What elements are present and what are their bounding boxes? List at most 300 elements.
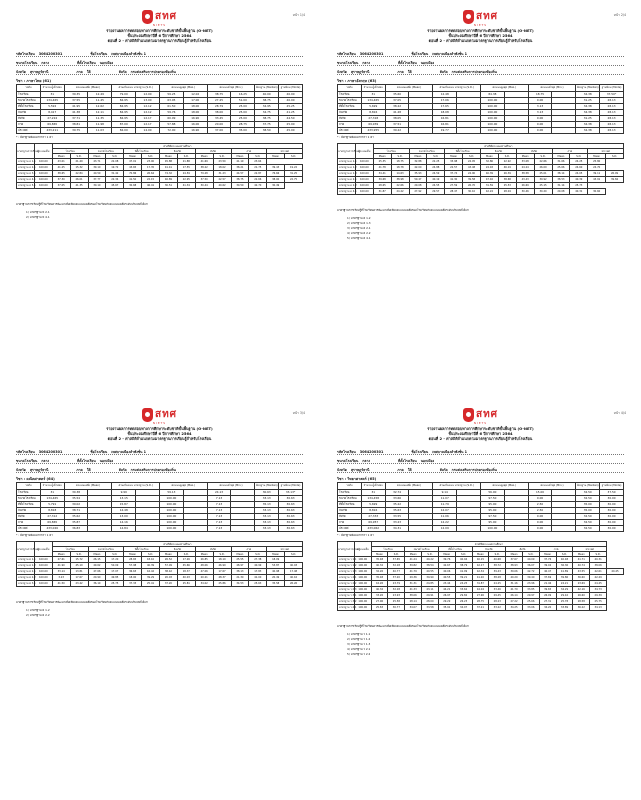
standards-cell: 33.08 [516, 159, 534, 165]
stat-mean-header: Mean [195, 552, 213, 557]
summary-cell: 28.75 [231, 121, 255, 127]
improvement-index: 1) [26, 607, 30, 612]
info-label: จังหวัด [16, 70, 26, 75]
standards-cell: 21.75 [249, 165, 267, 171]
info-row [337, 456, 624, 464]
standards-cell: 32.88 [409, 159, 427, 165]
summary-header-mode: ฐานนิยม (Mode) [600, 482, 624, 489]
standards-cell: 25.15 [534, 183, 552, 189]
summary-cell: 12.02 [183, 91, 207, 97]
improvement-note: มาตรฐานการเรียนรู้ที่โรงเรียนควรพัฒนาเมื่อเทียบคะแนนเฉลี่ยของโรงเรียนกับคะแนนเฉลี่ยระดับประเทศได้แก่ [337, 624, 469, 629]
standards-cell: 22.15 [142, 177, 160, 183]
standards-cell: 31.14 [552, 183, 570, 189]
standards-header-std: มาตรฐานการเรียนรู้ [17, 542, 35, 557]
summary-level-label: ประเทศ [17, 127, 41, 133]
summary-cell: 97.50 [480, 513, 504, 519]
summary-cell: 79.00 [112, 91, 136, 97]
niets-logo [337, 408, 624, 425]
summary-cell: 12.12 [136, 109, 160, 115]
standards-cell: 38.72 [489, 563, 506, 569]
summary-cell: 11.79 [433, 501, 457, 507]
standards-cell: 25.73 [570, 183, 588, 189]
standard-label: มาตรฐาน ว 1.1 [339, 558, 357, 562]
summary-level-label: ขนาดโรงเรียน [17, 495, 41, 501]
stat-mean-header: Mean [267, 154, 285, 159]
stat-mean-header: Mean [52, 552, 70, 557]
summary-cell: 12.07 [433, 507, 457, 513]
report-title3: ตอนที่ 2 - ค่าสถิติจำแนกตามมาตรฐานการเรียนรู้สำหรับโรงเรียน [107, 39, 212, 44]
improvement-index: 1) [347, 631, 351, 636]
summary-level-label: ขนาดโรงเรียน [338, 495, 362, 501]
standards-cell: 21.49 [70, 159, 88, 165]
summary-cell: 16.00 [183, 121, 207, 127]
summary-cell: 14.48 [112, 507, 136, 513]
standards-cell: 38.58 [516, 171, 534, 177]
summary-header-sd: ส่วนเบี่ยงเบน มาตรฐาน (S.D.) [112, 482, 160, 489]
standards-cell: 43.48 [463, 165, 481, 171]
standards-cell: 30.10 [463, 189, 481, 195]
stat-mean-header: Mean [160, 154, 178, 159]
standards-cell: 30.20 [534, 189, 552, 195]
stat-mean-header: Mean [124, 552, 142, 557]
summary-cell: 34.38 [576, 91, 600, 97]
standards-cell: 39.92 [534, 177, 552, 183]
standards-cell: 40.74 [573, 563, 590, 569]
standards-cell: 38.28 [489, 575, 506, 581]
summary-cell: 28.13 [600, 97, 624, 103]
summary-cell: 30.63 [279, 513, 303, 519]
standards-cell: 40.47 [539, 569, 556, 575]
standards-cell: 31.66 [552, 159, 570, 165]
standards-cell: 40.31 [590, 557, 607, 563]
standards-cell: 15.32 [70, 165, 88, 171]
standards-cell: 24.21 [556, 581, 573, 587]
standards-cell: 21.30 [231, 575, 249, 581]
stat-sd-header: S.D. [106, 552, 124, 557]
summary-cell: 433,062 [361, 525, 385, 531]
standard-label: มาตรฐาน ท 2.1 [18, 166, 36, 170]
info-label: สังกัด [118, 468, 127, 473]
improvement-index: 2) [26, 612, 30, 617]
stat-sd-header: S.D. [213, 552, 231, 557]
summary-cell: 84.95 [112, 109, 136, 115]
standards-cell: 36.19 [88, 581, 106, 587]
stat-sd-header: S.D. [570, 154, 588, 159]
standards-cell: 21.88 [177, 159, 195, 165]
summary-cell: 0.00 [528, 121, 552, 127]
standards-cell: 42.72 [522, 569, 539, 575]
standards-cell: 26.69 [516, 183, 534, 189]
info-label: สังกัด [439, 70, 448, 75]
standards-cell: 79.28 [195, 171, 213, 177]
standards-cell: 49.62 [88, 563, 106, 569]
info-row [16, 58, 303, 66]
summary-cell: 84.95 [112, 115, 136, 121]
summary-header-sd: ส่วนเบี่ยงเบน มาตรฐาน (S.D.) [433, 482, 481, 489]
standards-cell: 24.22 [391, 189, 409, 195]
summary-cell: 30.63 [279, 507, 303, 513]
summary-header-mean: คะแนนเฉลี่ย (Mean) [385, 84, 433, 91]
standards-group-nation: ประเทศ [267, 149, 303, 154]
standards-table [16, 541, 303, 587]
standards-cell: 24.25 [489, 581, 506, 587]
standards-cell: 44.21 [438, 587, 455, 593]
standards-cell: 17.67 [213, 569, 231, 575]
standard-label: มาตรฐาน ค 1.1 [18, 558, 36, 562]
summary-cell: 30.63 [279, 495, 303, 501]
standards-group-school: โรงเรียน [52, 547, 88, 552]
info-value: กรมส่งเสริมการปกครองท้องถิ่น [130, 70, 176, 75]
summary-cell: 0.00 [528, 115, 552, 121]
standards-cell: 26.01 [70, 177, 88, 183]
standards-cell: 49.85 [106, 575, 124, 581]
standards-header-stat: ค่าสถิติคะแนนสถานศึกษา [52, 144, 302, 149]
standards-cell: 42.61 [590, 569, 607, 575]
summary-cell: 7.13 [207, 495, 231, 501]
summary-cell: 12.48 [433, 91, 457, 97]
summary-cell [409, 127, 433, 133]
standards-cell: 34.20 [539, 605, 556, 611]
summary-cell: 30.38 [64, 489, 88, 495]
summary-level-label: ที่ตั้งโรงเรียน [17, 103, 41, 109]
summary-level-label: โรงเรียน [338, 489, 362, 495]
standards-row [338, 605, 624, 611]
report-title2: ชั้นประถมศึกษาปีที่ 6 ปีการศึกษา 2564 [127, 432, 192, 437]
standards-cell: 25.66 [522, 599, 539, 605]
standards-cell: 23.79 [388, 581, 405, 587]
standards-cell: 33.98 [445, 159, 463, 165]
summary-cell: 38.75 [255, 97, 279, 103]
summary-cell [457, 525, 481, 531]
standards-group-nation: ประเทศ [588, 149, 624, 154]
report-page [4, 2, 315, 394]
info-label: ขนาดโรงเรียน [337, 459, 359, 464]
standards-cell: 13.81 [70, 569, 88, 575]
summary-cell: 38.81 [64, 121, 88, 127]
improvement-standard: มาตรฐาน ต 4.1 [350, 235, 371, 240]
summary-cell: 35.87 [64, 519, 88, 525]
info-row [16, 67, 303, 75]
summary-cell: 30.00 [600, 519, 624, 525]
report-title1: รายงานผลการทดสอบทางการศึกษาระดับชาติขั้นพื้นฐาน (O-NET) [106, 29, 213, 34]
summary-cell: 35.60 [385, 91, 409, 97]
summary-cell: 100.00 [480, 97, 504, 103]
standards-cell: 39.40 [522, 575, 539, 581]
summary-cell: 41.25 [279, 109, 303, 115]
standards-cell: 20.90 [88, 575, 106, 581]
standards-cell: 25.55 [231, 557, 249, 563]
info-row [337, 67, 624, 75]
standards-cell: 37.67 [506, 557, 523, 563]
summary-cell: 72.00 [159, 127, 183, 133]
standards-cell: 34.29 [556, 587, 573, 593]
stat-sd-header: S.D. [285, 552, 303, 557]
standards-cell: 42.16 [573, 587, 590, 593]
standards-cell: 45.19 [70, 563, 88, 569]
summary-cell: 84.00 [112, 127, 136, 133]
standards-cell: 37.20 [160, 581, 178, 587]
standards-cell: 37.69 [539, 575, 556, 581]
standards-cell: 22.92 [498, 159, 516, 165]
standards-table [337, 541, 624, 611]
standard-label: มาตรฐาน ว 2.3 [339, 588, 357, 592]
summary-cell: 100.00 [159, 495, 183, 501]
standards-cell: 23.00 [142, 159, 160, 165]
summary-row [338, 525, 624, 531]
report-header [337, 29, 624, 44]
standards-cell: 18.78 [391, 165, 409, 171]
info-label: ภาค [397, 468, 404, 473]
info-value: เทศบาลเมืองลำพังชั่น 1 [432, 450, 468, 455]
improvement-item [26, 614, 303, 619]
info-value: กลาง [41, 61, 50, 66]
summary-cell: 35.62 [64, 513, 88, 519]
summary-cell: 69,865 [40, 519, 64, 525]
standard-label: มาตรฐาน ว 2.2 [339, 582, 357, 586]
standards-cell: 29.91 [422, 593, 439, 599]
info-label: ชื่อโรงเรียน [411, 450, 429, 455]
summary-cell: 33.13 [255, 507, 279, 513]
standards-cell: 18.37 [177, 569, 195, 575]
summary-cell [552, 525, 576, 531]
logo-emblem-icon [142, 408, 153, 422]
improvement-standard: มาตรฐาน ค 2.2 [29, 612, 50, 617]
standard-label: มาตรฐาน ว 3.2 [339, 600, 357, 604]
standards-cell: 39.90 [422, 575, 439, 581]
standards-cell: 40.39 [142, 563, 160, 569]
standards-cell: 22.95 [177, 177, 195, 183]
summary-cell: 9.14 [433, 489, 457, 495]
standards-cell: 41.79 [506, 587, 523, 593]
summary-cell: 433,026 [40, 525, 64, 531]
standards-cell: 39.76 [438, 557, 455, 563]
stat-sd-header: S.D. [455, 552, 472, 557]
summary-cell: 12.11 [88, 109, 112, 115]
standards-cell: 39.02 [539, 563, 556, 569]
improvement-index: 2) [26, 214, 30, 219]
standards-header-full: คะแนนเต็ม [34, 144, 52, 159]
stat-sd-header: S.D. [388, 552, 405, 557]
standards-cell: 33.22 [489, 605, 506, 611]
summary-cell: 11.35 [88, 115, 112, 121]
standard-label: มาตรฐาน ค 1.2 [18, 564, 36, 568]
summary-cell: 35.54 [64, 495, 88, 501]
stat-mean-header: Mean [160, 552, 178, 557]
standards-cell: 34.41 [373, 171, 391, 177]
summary-cell: 7.13 [207, 513, 231, 519]
report-title1: รายงานผลการทดสอบทางการศึกษาระดับชาติขั้นพื้นฐาน (O-NET) [106, 427, 213, 432]
niets-logo [16, 10, 303, 27]
standards-cell: 100.00 [354, 575, 371, 581]
summary-cell: 31 [40, 91, 64, 97]
summary-cell: 34.95 [255, 103, 279, 109]
standards-group-school: โรงเรียน [52, 149, 88, 154]
standards-cell: 24.24 [516, 165, 534, 171]
summary-cell: 34.38 [576, 127, 600, 133]
standards-cell: 30.10 [88, 183, 106, 189]
standards-cell: 48.37 [213, 575, 231, 581]
standards-cell: 28.14 [405, 599, 422, 605]
standards-cell: 36.22 [573, 605, 590, 611]
standards-cell: 70.86 [124, 171, 142, 177]
stat-mean-header: Mean [516, 154, 534, 159]
standard-label: มาตรฐาน ต 1.2 [339, 166, 357, 170]
summary-cell: 100.00 [480, 525, 504, 531]
report-title3: ตอนที่ 2 - ค่าสถิติจำแนกตามมาตรฐานการเรียนรู้สำหรับโรงเรียน [107, 437, 212, 442]
summary-cell: 63.95 [159, 97, 183, 103]
report-title1: รายงานผลการทดสอบทางการศึกษาระดับชาติขั้นพื้นฐาน (O-NET) [427, 427, 534, 432]
improvement-index: 1) [26, 209, 30, 214]
standards-cell: 40.06 [438, 569, 455, 575]
standards-group-school: โรงเรียน [371, 547, 405, 552]
standards-cell: 100.00 [354, 569, 371, 575]
summary-header-mean: คะแนนเฉลี่ย (Mean) [385, 482, 433, 489]
summary-cell: 19.77 [433, 127, 457, 133]
info-value: กลาง [41, 459, 50, 464]
standards-cell: 23.96 [522, 581, 539, 587]
stat-sd-header: S.D. [249, 552, 267, 557]
school-info [337, 447, 624, 473]
standards-cell: 41.30 [445, 177, 463, 183]
stat-sd-header: S.D. [70, 154, 88, 159]
improvement-index: 3) [347, 641, 351, 646]
info-label: สังกัด [439, 468, 448, 473]
standards-cell: 41.89 [556, 569, 573, 575]
standards-cell: 18.02 [213, 165, 231, 171]
stat-sd-header: S.D. [106, 154, 124, 159]
standards-group-prov: จังหวัด [481, 149, 517, 154]
summary-header-min: คะแนนต่ำสุด (Min.) [207, 482, 255, 489]
standards-cell: 22.66 [249, 177, 267, 183]
summary-cell: 0.00 [528, 513, 552, 519]
standards-cell: 28.65 [124, 557, 142, 563]
standards-cell: 31.23 [213, 171, 231, 177]
summary-level-label: โรงเรียน [17, 91, 41, 97]
standards-cell: 100.00 [34, 563, 52, 569]
summary-cell: 24.13 [207, 489, 231, 495]
summary-cell: 39.02 [64, 501, 88, 507]
logo-text: สทศ [154, 10, 178, 22]
standards-cell: 27.92 [409, 189, 427, 195]
info-value: ใต้ [86, 468, 91, 473]
summary-header-count: จำนวน ผู้เข้าสอบ [40, 84, 64, 91]
standards-cell: 40.39 [570, 177, 588, 183]
stat-mean-header: Mean [405, 552, 422, 557]
summary-cell: 38.50 [255, 127, 279, 133]
standards-cell: 29.08 [552, 189, 570, 195]
info-label: จังหวัด [337, 70, 347, 75]
standards-cell: 17.20 [106, 557, 124, 563]
standards-cell: 100.00 [354, 587, 371, 593]
summary-cell [231, 525, 255, 531]
logo-subtitle: NIETS [473, 23, 488, 27]
standards-group-region: ภาค [552, 149, 588, 154]
summary-cell: 134,465 [361, 97, 385, 103]
standard-label: มาตรฐาน ว 2.1 [339, 576, 357, 580]
improvement-note: มาตรฐานการเรียนรู้ที่โรงเรียนควรพัฒนาเมื่อเทียบคะแนนเฉลี่ยของโรงเรียนกับคะแนนเฉลี่ยระดับประเทศได้แก่ [337, 208, 469, 213]
standards-header-std: มาตรฐานการเรียนรู้ [17, 144, 35, 159]
standards-cell: 100.00 [355, 177, 373, 183]
summary-cell: 30.63 [279, 519, 303, 525]
standards-group-size: ขนาดโรงเรียน [88, 547, 124, 552]
stat-sd-header: S.D. [556, 552, 573, 557]
standards-cell: 22.87 [249, 171, 267, 177]
summary-cell: 33.13 [255, 519, 279, 525]
summary-cell: 18.00 [183, 103, 207, 109]
standards-cell: 37.30 [52, 177, 70, 183]
info-value: สุราษฎร์ธานี [350, 468, 370, 473]
standards-cell: 36.63 [124, 569, 142, 575]
standards-group-loc: ที่ตั้งโรงเรียน [124, 149, 160, 154]
standards-cell: 27.61 [52, 557, 70, 563]
standards-cell: 48.97 [231, 563, 249, 569]
standards-group-prov: จังหวัด [160, 547, 196, 552]
standards-cell: 26.52 [160, 557, 178, 563]
standard-label: มาตรฐาน ท 4.1 [18, 178, 36, 182]
summary-cell: 100.00 [480, 127, 504, 133]
logo-subtitle: NIETS [152, 23, 167, 27]
standards-cell: 24.60 [570, 165, 588, 171]
standards-cell: 24.59 [177, 171, 195, 177]
standards-cell: 16.26 [371, 581, 388, 587]
standards-cell: 100.00 [34, 171, 52, 177]
summary-level-label: จังหวัด [17, 109, 41, 115]
standards-cell: 24.88 [427, 165, 445, 171]
standards-cell: 24.55 [427, 183, 445, 189]
standards-cell: 37.21 [472, 605, 489, 611]
summary-cell: 40.00 [279, 97, 303, 103]
report-title2: ชั้นประถมศึกษาปีที่ 6 ปีการศึกษา 2564 [448, 34, 513, 39]
standards-cell: 47.66 [88, 569, 106, 575]
standards-cell: 40.59 [88, 171, 106, 177]
stat-mean-header: Mean [445, 154, 463, 159]
standard-label: มาตรฐาน ค 2.1 [18, 570, 36, 574]
standards-cell: 24.70 [588, 165, 606, 171]
standards-cell: 41.71 [573, 557, 590, 563]
summary-header-row [17, 482, 303, 489]
info-value: นอกเมือง [99, 61, 114, 66]
stat-mean-header: Mean [231, 552, 249, 557]
subject-title: วิชา : ภาษาอังกฤษ (63) [337, 79, 377, 84]
summary-cell: 28.13 [600, 109, 624, 115]
summary-cell: 30.63 [279, 525, 303, 531]
summary-cell: 33.13 [255, 495, 279, 501]
stat-mean-header: Mean [124, 154, 142, 159]
standards-cell: 57.09 [160, 563, 178, 569]
summary-cell: 12.17 [136, 121, 160, 127]
standards-cell: 25.63 [249, 581, 267, 587]
summary-cell: 17.06 [433, 97, 457, 103]
stat-mean-header: Mean [573, 552, 590, 557]
standards-cell: 100.00 [34, 183, 52, 189]
standard-label: มาตรฐาน ว 1.3 [339, 570, 357, 574]
info-value: กลาง [362, 61, 371, 66]
standards-cell: 38.65 [52, 171, 70, 177]
standards-header-full: คะแนนเต็ม [354, 542, 371, 557]
report-page [4, 400, 315, 792]
standards-cell: 43.11 [422, 587, 439, 593]
summary-cell: 433,211 [40, 127, 64, 133]
report-title2: ชั้นประถมศึกษาปีที่ 6 ปีการศึกษา 2564 [448, 432, 513, 437]
standards-cell: 39.82 [405, 563, 422, 569]
standards-cell: 39.29 [142, 575, 160, 581]
summary-cell: 38.71 [64, 507, 88, 513]
standards-cell: 36.36 [556, 563, 573, 569]
standards-cell: 20.21 [195, 575, 213, 581]
info-value: นอกเมือง [420, 459, 435, 464]
summary-cell: 17.65 [433, 103, 457, 109]
stat-sd-header: S.D. [177, 154, 195, 159]
